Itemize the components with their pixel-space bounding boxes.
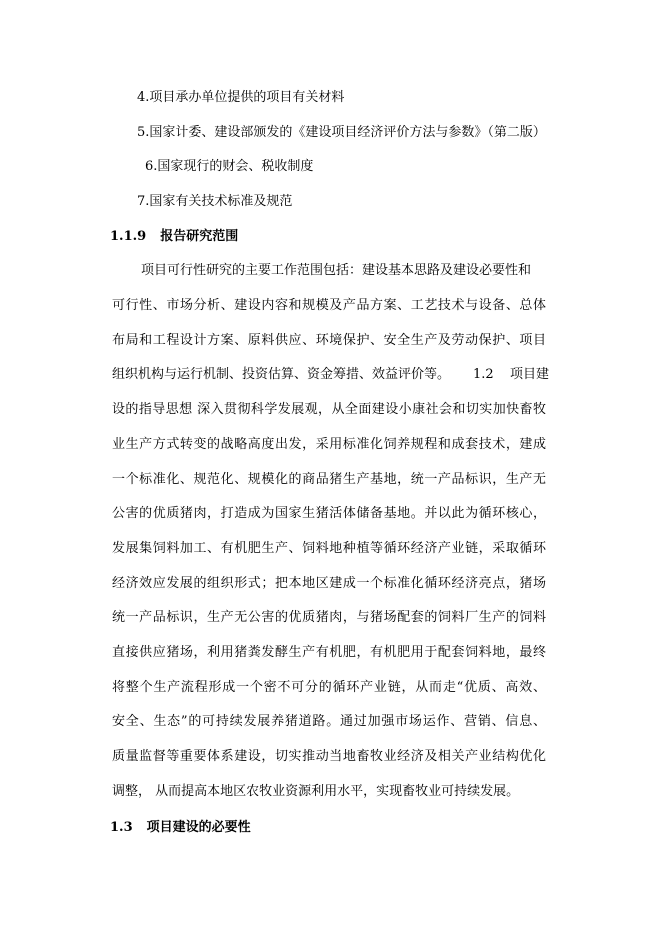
paragraph-line: 经济效应发展的组织形式；把本地区建成一个标准化循环经济亮点，猪场	[112, 576, 546, 591]
inline-section-number: 1.2	[473, 367, 494, 382]
list-item-4: 4.项目承办单位提供的项目有关材料	[137, 90, 345, 105]
list-item-7: 7.国家有关技术标准及规范	[137, 194, 293, 209]
paragraph-line: 可行性、市场分析、建设内容和规模及产品方案、工艺技术与设备、总体	[112, 298, 546, 313]
list-item-6: 6.国家现行的财会、税收制度	[145, 159, 314, 174]
paragraph-line: 安全、生态”的可持续发展养猪道路。通过加强市场运作、营销、信息、	[112, 714, 546, 729]
paragraph-line: 将整个生产流程形成一个密不可分的循环产业链，从而走“优质、高效、	[112, 680, 546, 695]
paragraph-text: 组织机构与运行机制、投资估算、资金筹措、效益评价等。	[112, 367, 451, 382]
section-heading-1-1-9	[110, 229, 238, 245]
paragraph-line: 设的指导思想 深入贯彻科学发展观，从全面建设小康社会和切实加快畜牧	[112, 402, 546, 417]
list-item-5: 5.国家计委、建设部颁发的《建设项目经济评价方法与参数》（第二版）	[137, 125, 546, 140]
paragraph-line: 业生产方式转变的战略高度出发，采用标准化饲养规程和成套技术，建成	[112, 437, 546, 452]
section-title: 项目建设的必要性	[146, 820, 251, 835]
section-number: 1.1.9	[110, 229, 147, 244]
section-number: 1.3	[110, 820, 133, 835]
paragraph-line: 布局和工程设计方案、原料供应、环境保护、安全生产及劳动保护、项目	[112, 333, 546, 348]
paragraph-line: 直接供应猪场，利用猪粪发酵生产有机肥，有机肥用于配套饲料地，最终	[112, 645, 546, 660]
paragraph-line: 质量监督等重要体系建设，切实推动当地畜牧业经济及相关产业结构优化	[112, 749, 546, 764]
paragraph-line-with-inline-heading	[112, 367, 550, 383]
section-title: 报告研究范围	[160, 229, 239, 244]
paragraph-line: 统一产品标识，生产无公害的优质猪肉，与猪场配套的饲料厂生产的饲料	[112, 610, 546, 625]
paragraph-line: 公害的优质猪肉，打造成为国家生猪活体储备基地。并以此为循环核心，	[112, 506, 546, 521]
paragraph-line: 调整， 从而提高本地区农牧业资源利用水平，实现畜牧业可持续发展。	[112, 784, 520, 799]
section-heading-1-3	[110, 820, 251, 836]
paragraph-line: 一个标准化、规范化、规模化的商品猪生产基地，统一产品标识，生产无	[112, 472, 546, 487]
paragraph-line: 项目可行性研究的主要工作范围包括：建设基本思路及建设必要性和	[141, 263, 532, 278]
inline-section-title-start: 项目建	[510, 367, 550, 382]
paragraph-line: 发展集饲料加工、有机肥生产、饲料地种植等循环经济产业链，采取循环	[112, 541, 546, 556]
